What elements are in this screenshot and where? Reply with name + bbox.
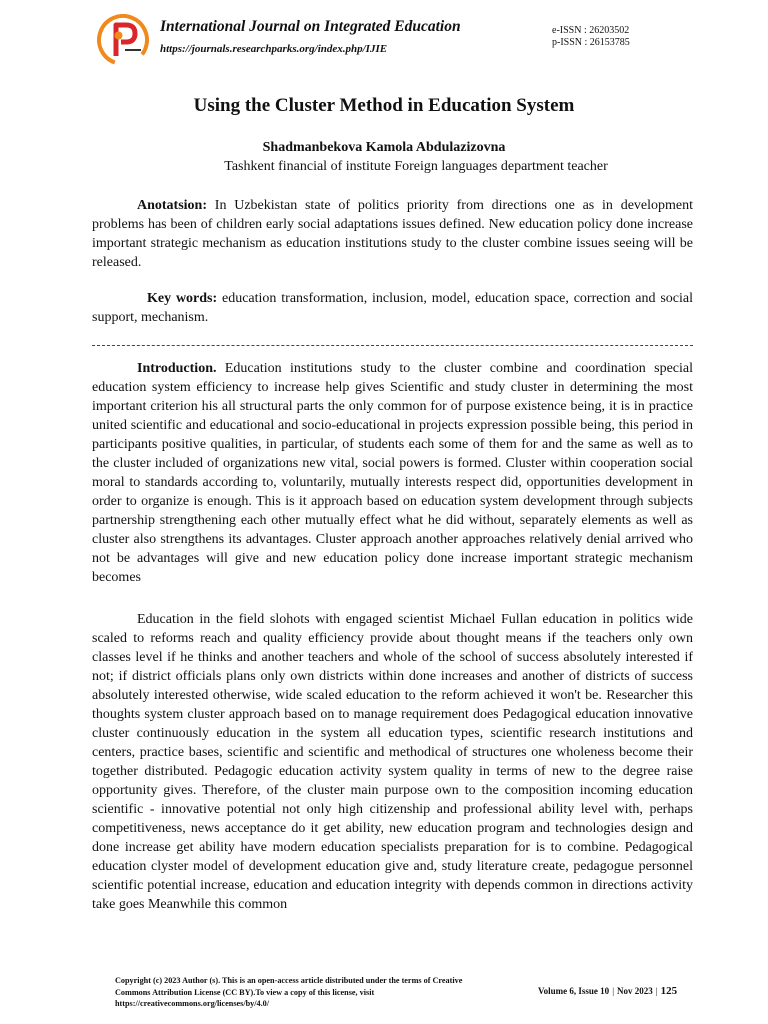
pissn: p-ISSN : 26153785 (552, 37, 630, 48)
article-title: Using the Cluster Method in Education System (193, 95, 575, 116)
license-note: Copyright (c) 2023 Author (s). This is an open-access article distributed under the terms of Creative Commons Attribution License (CC BY).To view a copy of this license, visit https://creativecommons.org/licenses/by/4.0/ (115, 976, 463, 1008)
author-affiliation: Tashkent financial of institute Foreign languages department teacher (224, 159, 608, 174)
introduction-paragraph (92, 359, 693, 587)
introduction-text: Education institutions study to the cluster combine and coordination special education system efficiency to increase help gives Scientific and study cluster in determining the most important criterion his all structural parts the only common for of purpose existence being, it is in practice united scientific and educational and socio-educational in projects expression possible being, this period in participants positive qualities, in particular, of students each some of them for and the same as well as to the cluster included of organizations new vital, social powers is formed. Cluster within cooperation social moral to standards according to, voluntarily, mutually interests respect did, opportunities development in order to organize is enough. This is it approach based on education system development through subjects partnership strengthening each other mutually effect what he did without, separately elements as well as cluster also strengthens its advantages. Cluster approach another approaches relatively denial arrived who not be advantages will give and new education policy done increase important strategic mechanism becomes (92, 361, 693, 585)
journal-title: International Journal on Integrated Education (160, 18, 461, 35)
research-parks-logo-icon (97, 14, 149, 66)
author-name: Shadmanbekova Kamola Abdulazizovna (262, 140, 506, 155)
page-number: 125 (660, 985, 678, 997)
issue-date: Nov 2023 (617, 986, 653, 996)
abstract (92, 196, 693, 272)
keywords-label: Key words: (147, 291, 218, 306)
abstract-text: In Uzbekistan state of politics priority from directions one as in development problems has been of children early social adaptations issues defined. New education policy done increase important strategic mechanism as education institutions study to the cluster combine issues seeing will be released. (92, 198, 693, 270)
eissn: e-ISSN : 26203502 (552, 25, 630, 36)
page-info: Volume 6, Issue 10 | Nov 2023 | 125 (538, 985, 678, 997)
volume-info: Volume 6, Issue 10 (538, 986, 610, 996)
section-divider (92, 345, 693, 346)
introduction-label: Introduction. (137, 361, 217, 376)
journal-url[interactable]: https://journals.researchparks.org/index.php/IJIE (160, 43, 388, 55)
abstract-label: Anotatsion: (137, 198, 208, 213)
keywords (92, 289, 693, 327)
issn-block (552, 25, 630, 49)
keywords-text: education transformation, inclusion, model, education space, correction and social support, mechanism. (92, 291, 694, 325)
body-paragraph: Education in the field slohots with engaged scientist Michael Fullan education in politics wide scaled to reforms reach and quality efficiency provide about thought means if the teachers only own classes level if he thinks and another teachers and whole of the school of success absolutely interested if not; if district officials plans only own districts within done increases and another of districts of success absolutely interested otherwise, wide scaled education to the reform achieved it won't be. Researcher this thoughts system cluster approach based on to manage requirement does Pedagogical education innovative cluster continuously education in the system all education types, scientific research institutions and centers, practice bases, scientific and scientific and methodical of structures one wholeness become their together distributed. Pedagogic education activity system quality in terms of new to the degree raise opportunity gives. Therefore, of the cluster main purpose own to the composition incoming education scientific - innovative potential not only high citizenship and professional ability level with, perhaps competitiveness, news acceptance do it get ability, new education program and technologies design and done increase get ability have modern education specialists preparation for is to combine. Pedagogical education clyster model of development education give and, study literature create, pedagogue personnel scientific potential increase, education and education integrity with depends common in directions activity take goes Meanwhile this common (92, 612, 693, 912)
